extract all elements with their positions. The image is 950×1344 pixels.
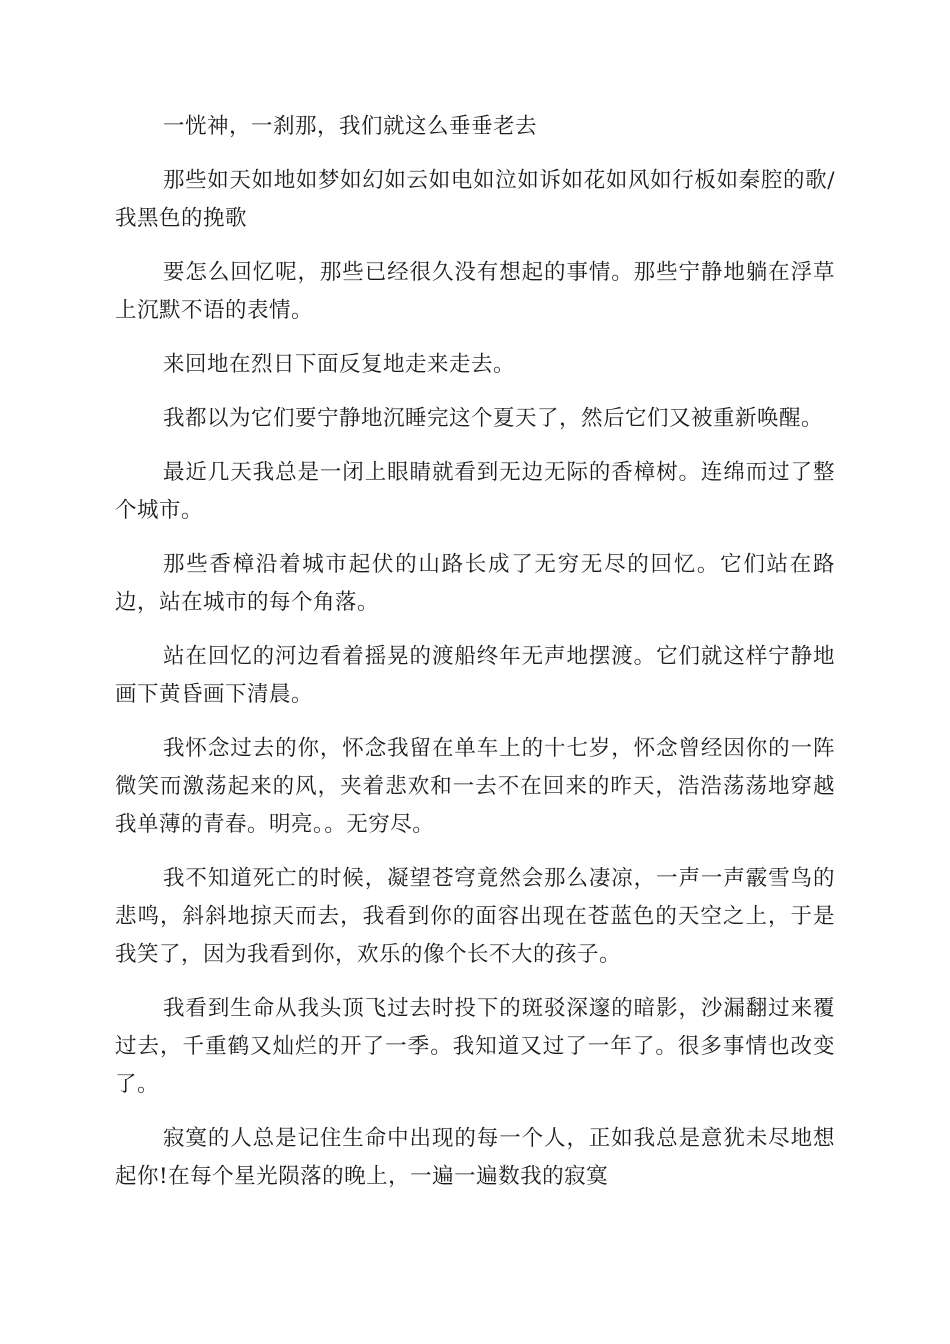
paragraph: 要怎么回忆呢，那些已经很久没有想起的事情。那些宁静地躺在浮草上沉默不语的表情。 (115, 260, 835, 323)
paragraph: 最近几天我总是一闭上眼睛就看到无边无际的香樟树。连绵而过了整个城市。 (115, 460, 835, 523)
paragraph: 寂寞的人总是记住生命中出现的每一个人，正如我总是意犹未尽地想起你!在每个星光陨落的晚上，一遍一遍数我的寂寞 (115, 1126, 835, 1189)
paragraph: 我不知道死亡的时候，凝望苍穹竟然会那么凄凉，一声一声霰雪鸟的悲鸣，斜斜地掠天而去，我看到你的面容出现在苍蓝色的天空之上，于是我笑了，因为我看到你，欢乐的像个长不大的孩子。 (115, 866, 835, 967)
paragraph: 来回地在烈日下面反复地走来走去。 (163, 352, 516, 377)
paragraph: 我怀念过去的你，怀念我留在单车上的十七岁，怀念曾经因你的一阵微笑而激荡起来的风，夹着悲欢和一去不在回来的昨天，浩浩荡荡地穿越我单薄的青春。明亮。。无穷尽。 (115, 736, 835, 837)
paragraph: 那些香樟沿着城市起伏的山路长成了无穷无尽的回忆。它们站在路边，站在城市的每个角落。 (115, 552, 835, 615)
paragraph: 我看到生命从我头顶飞过去时投下的斑驳深邃的暗影，沙漏翻过来覆过去，千重鹤又灿烂的开了一季。我知道又过了一年了。很多事情也改变了。 (115, 996, 835, 1097)
paragraph: 那些如天如地如梦如幻如云如电如泣如诉如花如风如行板如秦腔的歌/我黑色的挽歌 (115, 168, 835, 231)
paragraph: 一恍神，一刹那，我们就这么垂垂老去 (163, 114, 538, 139)
paragraph: 站在回忆的河边看着摇晃的渡船终年无声地摆渡。它们就这样宁静地画下黄昏画下清晨。 (115, 644, 835, 707)
paragraph: 我都以为它们要宁静地沉睡完这个夏天了，然后它们又被重新唤醒。 (163, 406, 824, 431)
document-body (115, 108, 835, 1212)
